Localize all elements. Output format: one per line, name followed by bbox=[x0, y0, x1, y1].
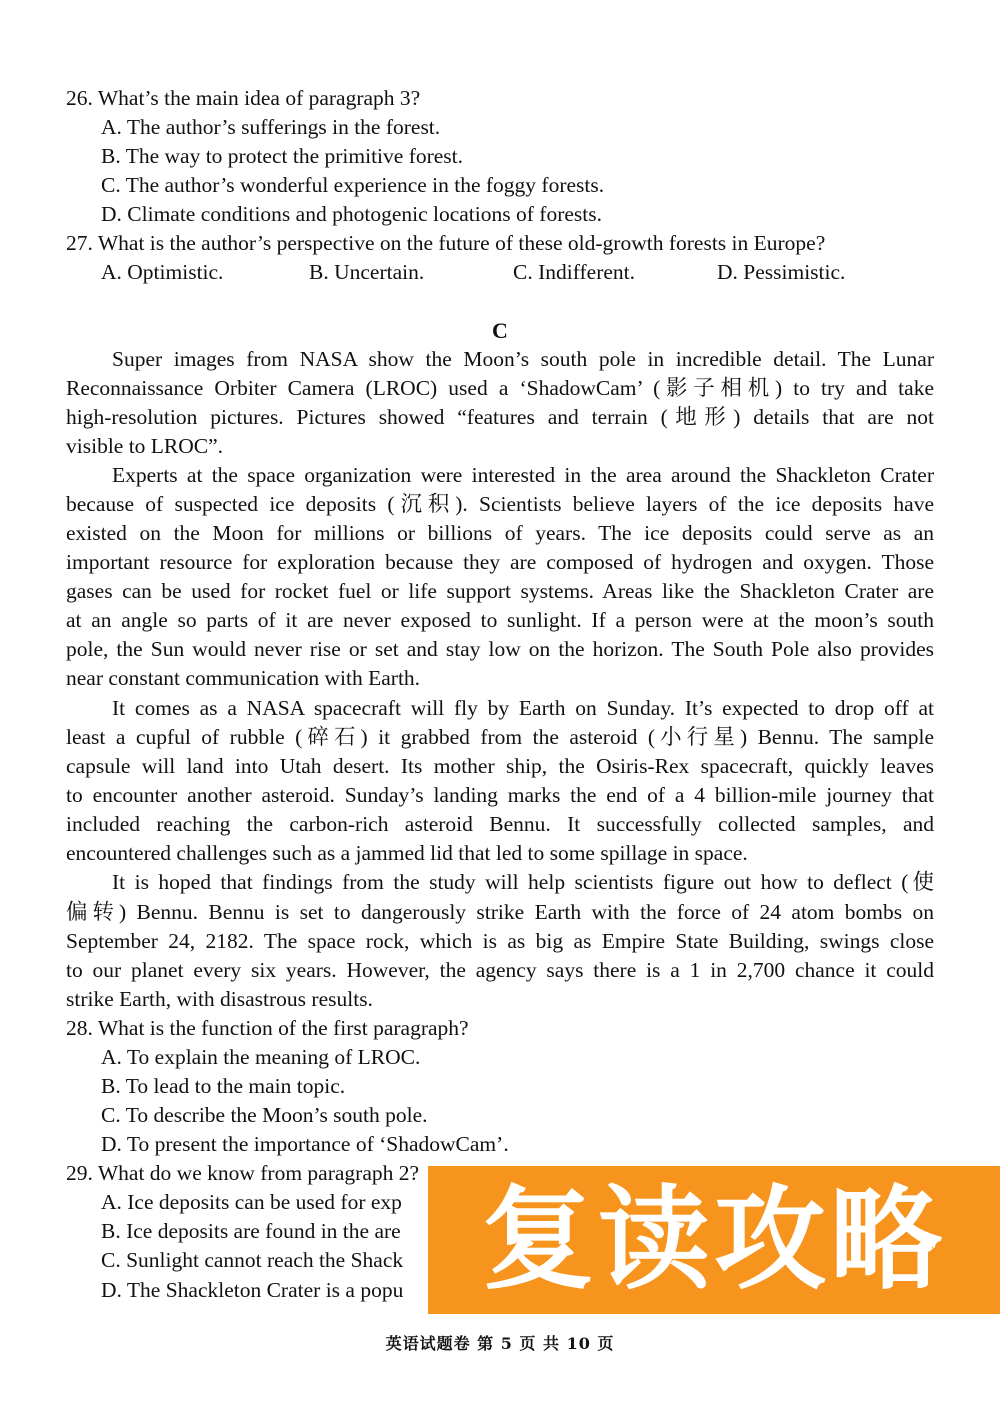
passage-line: It is hoped that findings from the study will help scientists figure out how to deflect (使 bbox=[112, 870, 934, 894]
passage-line: encountered challenges such as a jammed lid that led to some spillage in space. bbox=[66, 841, 748, 865]
question-26-option-b: B. The way to protect the primitive forest. bbox=[101, 144, 464, 168]
question-26-option-c: C. The author’s wonderful experience in the foggy forests. bbox=[101, 173, 605, 197]
question-27-option-c: C. Indifferent. bbox=[513, 260, 635, 284]
question-29-stem: 29. What do we know from paragraph 2? bbox=[66, 1161, 420, 1185]
passage-line: to our planet every six years. However, the agency says there is a 1 in 2,700 chance it could bbox=[66, 958, 934, 982]
passage-line: visible to LROC”. bbox=[66, 434, 224, 458]
section-heading: C bbox=[492, 318, 508, 343]
page-footer: 英语试题卷 第 5 页 共 10 页 bbox=[385, 1334, 615, 1353]
question-28-option-d: D. To present the importance of ‘ShadowCam’. bbox=[101, 1132, 509, 1156]
question-29-option-d: D. The Shackleton Crater is a popu bbox=[101, 1278, 404, 1302]
question-28-option-b: B. To lead to the main topic. bbox=[101, 1074, 346, 1098]
question-28-option-a: A. To explain the meaning of LROC. bbox=[101, 1045, 421, 1069]
passage-line: at an angle so parts of it are never exposed to sunlight. If a person were at the moon’s south bbox=[66, 608, 934, 632]
passage-line: Reconnaissance Orbiter Camera (LROC) used a ‘ShadowCam’ (影子相机) to try and take bbox=[66, 376, 934, 400]
passage-line: gases can be used for rocket fuel or life support systems. Areas like the Shackleton Crater are bbox=[66, 579, 934, 603]
passage-line: Super images from NASA show the Moon’s south pole in incredible detail. The Lunar bbox=[112, 347, 934, 371]
passage-line: least a cupful of rubble (碎石) it grabbed from the asteroid (小行星) Bennu. The sample bbox=[66, 725, 934, 749]
passage-line: important resource for exploration because they are composed of hydrogen and oxygen. Those bbox=[66, 550, 934, 574]
passage-line: Experts at the space organization were interested in the area around the Shackleton Crater bbox=[112, 463, 934, 487]
question-27-option-a: A. Optimistic. bbox=[101, 260, 224, 284]
question-29-option-b: B. Ice deposits are found in the are bbox=[101, 1219, 401, 1243]
watermark-banner: 复读攻略 bbox=[428, 1166, 1000, 1314]
passage-line: September 24, 2182. The space rock, which is as big as Empire State Building, swings close bbox=[66, 929, 934, 953]
question-27-stem: 27. What is the author’s perspective on the future of these old-growth forests in Europe? bbox=[66, 231, 826, 255]
passage-line: high-resolution pictures. Pictures showed “features and terrain (地形) details that are not bbox=[66, 405, 934, 429]
question-28-option-c: C. To describe the Moon’s south pole. bbox=[101, 1103, 428, 1127]
question-26-stem: 26. What’s the main idea of paragraph 3? bbox=[66, 86, 421, 110]
question-26-option-a: A. The author’s sufferings in the forest. bbox=[101, 115, 441, 139]
passage-line: near constant communication with Earth. bbox=[66, 666, 421, 690]
question-27-option-d: D. Pessimistic. bbox=[717, 260, 846, 284]
passage-line: 偏转) Bennu. Bennu is set to dangerously strike Earth with the force of 24 atom bombs on bbox=[66, 900, 934, 924]
passage-line: strike Earth, with disastrous results. bbox=[66, 987, 373, 1011]
question-27-option-b: B. Uncertain. bbox=[309, 260, 425, 284]
question-28-stem: 28. What is the function of the first paragraph? bbox=[66, 1016, 469, 1040]
passage-line: because of suspected ice deposits (沉积). Scientists believe layers of the ice deposits have bbox=[66, 492, 934, 516]
passage-line: pole, the Sun would never rise or set and stay low on the horizon. The South Pole also provides bbox=[66, 637, 934, 661]
passage-line: included reaching the carbon-rich asteroid Bennu. It successfully collected samples, and bbox=[66, 812, 934, 836]
question-29-option-c: C. Sunlight cannot reach the Shack bbox=[101, 1248, 404, 1272]
passage-line: It comes as a NASA spacecraft will fly by Earth on Sunday. It’s expected to drop off at bbox=[112, 696, 934, 720]
passage-line: to encounter another asteroid. Sunday’s landing marks the end of a 4 billion-mile journey that bbox=[66, 783, 934, 807]
passage-line: capsule will land into Utah desert. Its mother ship, the Osiris-Rex spacecraft, quickly leaves bbox=[66, 754, 934, 778]
question-26-option-d: D. Climate conditions and photogenic locations of forests. bbox=[101, 202, 602, 226]
passage-line: existed on the Moon for millions or billions of years. The ice deposits could serve as an bbox=[66, 521, 934, 545]
question-29-option-a: A. Ice deposits can be used for exp bbox=[101, 1190, 402, 1214]
